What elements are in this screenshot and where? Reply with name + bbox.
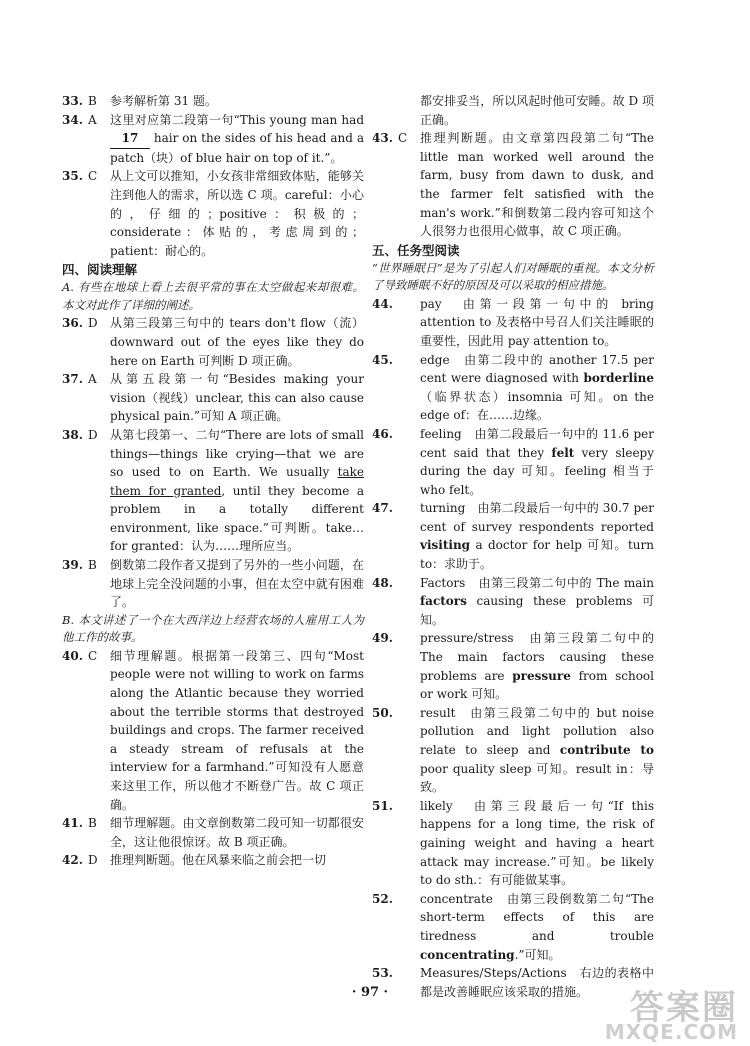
keyword: borderline: [583, 371, 654, 386]
explanation-cont: .”可知。: [514, 947, 561, 962]
answer-letter: D: [88, 316, 98, 331]
explanation: pressure/stress 由第三段第二句中的 The main factors causing these problems are: [420, 631, 654, 683]
answer-37: [62, 370, 364, 426]
question-number: 45.: [372, 352, 393, 367]
answer-48: [372, 574, 654, 630]
question-number: 48.: [372, 575, 393, 590]
explanation: likely 由第三段最后一句“If this happens for a long time, the risk of gaining weight and having a heart attack may increase.”可知。be likely to do sth.：有可能做某事。: [420, 798, 654, 888]
explanation: Measures/Steps/Actions 右边的表格中都是改善睡眠应该采取的措施。: [420, 966, 654, 999]
question-number: 47.: [372, 501, 393, 516]
explanation: 细节理解题。由文章倒数第二段可知一切都很安全，这让他很惊讶。故 B 项正确。: [110, 816, 364, 849]
answer-52: [372, 890, 654, 964]
explanation: 从第七段第一、二句“There are lots of small things—things like crying—that we are so used to on Earth. We usually: [110, 427, 364, 480]
right-column: [372, 92, 654, 1001]
page-number: · 97 ·: [351, 985, 389, 1000]
explanation-cont: from school or work 可知。: [420, 668, 654, 702]
explanation: feeling 由第二段最后一句中的 11.6 per cent said that they: [420, 426, 654, 460]
explanation: 细节理解题。根据第一段第三、四句“Most people were not willing to work on farms along the Atlantic because they worried about the terrible storms that destroyed buildings and crops. The farmer received a steady stream of refusals at the interview for a farmhand.”可知没有人愿意来这里工作，所以他才不断登广告。故 C 项正确。: [110, 648, 364, 812]
answer-41: [62, 814, 364, 851]
explanation-cont: poor quality sleep 可知。result in：导致。: [420, 761, 654, 795]
explanation: turning 由第二段最后一句中的 30.7 per cent of survey respondents reported: [420, 501, 654, 534]
question-number: 42.: [62, 853, 83, 868]
explanation: 从上文可以推知，小女孩非常细致体贴，能够关注到他人的需求，所以选 C 项。careful：小心的，仔细的；positive：积极的；considerate：体贴的，考虑周到的；patient：耐心的。: [110, 169, 364, 258]
answer-43: [372, 129, 654, 241]
answer-letter: A: [88, 372, 97, 387]
blank-number: 17: [110, 129, 150, 149]
explanation: 推理判断题。他在风暴来临之前会把一切: [110, 853, 327, 868]
watermark-site-text: MXQE.COM: [604, 1020, 738, 1044]
explanation: result 由第三段第二句中的 but noise pollution and light pollution also relate to sleep and: [420, 705, 654, 757]
question-number: 49.: [372, 631, 393, 646]
answer-39: [62, 556, 364, 612]
question-number: 41.: [62, 816, 83, 831]
answer-34: [62, 111, 364, 168]
answer-42: [62, 851, 364, 870]
explanation-cont: , until they become a problem in a totally different environment, like space.”可判断。take…for granted：认为……理所应当。: [110, 483, 364, 554]
question-number: 44.: [372, 296, 393, 311]
answer-50: [372, 704, 654, 797]
passage-intro-a: A. 有些在地球上看上去很平常的事在太空做起来却很难。本文对此作了详细的阐述。: [62, 280, 364, 312]
question-number: 46.: [372, 426, 393, 441]
passage-intro-5: “世界睡眠日”是为了引起人们对睡眠的重视。本文分析了导致睡眠不好的原因及可以采取的相应措施。: [372, 260, 654, 293]
question-number: 33.: [62, 94, 83, 108]
explanation: 从第三段第三句中的 tears don't flow（流）downward out of the eyes like they do here on Earth 可判断 D 项正确。: [110, 316, 364, 368]
question-number: 34.: [62, 112, 83, 127]
question-number: 38.: [62, 427, 83, 442]
answer-36: [62, 314, 364, 370]
question-number: 52.: [372, 891, 393, 906]
answer-51: [372, 797, 654, 890]
answer-letter: B: [88, 558, 97, 573]
answer-46: [372, 425, 654, 499]
explanation-cont: a doctor for help 可知。turn to：求助于。: [420, 538, 654, 572]
answer-letter: B: [88, 94, 97, 108]
explanation-cont: very sleepy during the day 可知。feeling 相当于 who felt。: [420, 445, 655, 497]
answer-45: [372, 351, 654, 425]
explanation: 从第五段第一句“Besides making your vision（视线）unclear, this can also cause physical pain.”可知 A 项正确。: [110, 372, 364, 424]
keyword: felt: [551, 445, 575, 460]
answer-47: [372, 499, 654, 573]
question-number: 39.: [62, 558, 83, 573]
explanation-cont: （临界状态）insomnia 可知。on the edge of：在……边缘。: [420, 389, 654, 423]
keyword: factors: [420, 594, 467, 609]
question-number: 51.: [372, 798, 393, 813]
answer-42-continued: 都安排妥当，所以风起时他可安睡。故 D 项正确。: [420, 94, 654, 127]
keyword: pressure: [512, 668, 571, 683]
keyword: visiting: [420, 538, 471, 553]
watermark-logo: [604, 980, 744, 1044]
keyword: concentrating: [420, 947, 515, 962]
explanation: Factors 由第三段第二句中的 The main: [420, 575, 654, 590]
explanation: pay 由第一段第一句中的 bring attention to 及表格中号召人们关注睡眠的重要性，因此用 pay attention to。: [420, 296, 654, 348]
answer-letter: C: [88, 648, 98, 663]
question-number: 37.: [62, 372, 83, 387]
explanation: edge 由第二段中的 another 17.5 per cent were diagnosed with: [420, 352, 654, 386]
question-number: 36.: [62, 316, 83, 331]
answer-letter: C: [88, 169, 98, 184]
explanation: 倒数第二段作者又提到了另外的一些小问题，在地球上完全没问题的小事，但在太空中就有困难了。: [110, 558, 364, 610]
explanation-cont: causing these problems 可知。: [420, 594, 654, 627]
section-title-reading: 四、阅读理解: [62, 262, 138, 278]
question-number: 40.: [62, 648, 83, 663]
passage-intro-b: B. 本文讲述了一个在大西洋边上经营农场的人雇用工人为他工作的故事。: [62, 612, 364, 645]
answer-letter: D: [88, 427, 98, 442]
keyword: contribute to: [559, 743, 654, 757]
explanation: 参考解析第 31 题。: [110, 94, 217, 108]
answer-40: [62, 647, 364, 814]
answer-38: [62, 426, 364, 556]
question-number: 35.: [62, 169, 83, 184]
underlined-phrase: take them for granted: [110, 465, 364, 498]
answer-letter: D: [88, 853, 98, 868]
answer-49: [372, 629, 654, 703]
explanation-cont: hair on the sides of his head and a patch（块）of blue hair on top of it.”。: [110, 131, 364, 165]
explanation: 推理判断题。由文章第四段第二句“The little man worked well around the farm, busy from dawn to dusk, and the farmer felt satisfied with the man's work.”和倒数第二段内容可知这个人很努力也很用心做事，故 C 项正确。: [420, 131, 654, 239]
section-title-task-reading: 五、任务型阅读: [372, 242, 460, 258]
explanation: concentrate 由第三段倒数第二句“The short-term effects of this are tiredness and trouble: [420, 891, 654, 943]
watermark-logo-text: 答案圈: [630, 988, 738, 1028]
answer-letter: B: [88, 816, 97, 831]
question-number: 53.: [372, 966, 393, 981]
answer-letter: C: [398, 131, 408, 146]
question-number: 50.: [372, 705, 393, 720]
answer-letter: A: [88, 112, 97, 127]
explanation: 这里对应第二段第一句“This young man had: [110, 112, 364, 127]
left-column: [62, 92, 364, 870]
question-number: 43.: [372, 131, 393, 146]
answer-44: [372, 295, 654, 351]
answer-35: [62, 167, 364, 260]
answer-33: [62, 92, 364, 111]
